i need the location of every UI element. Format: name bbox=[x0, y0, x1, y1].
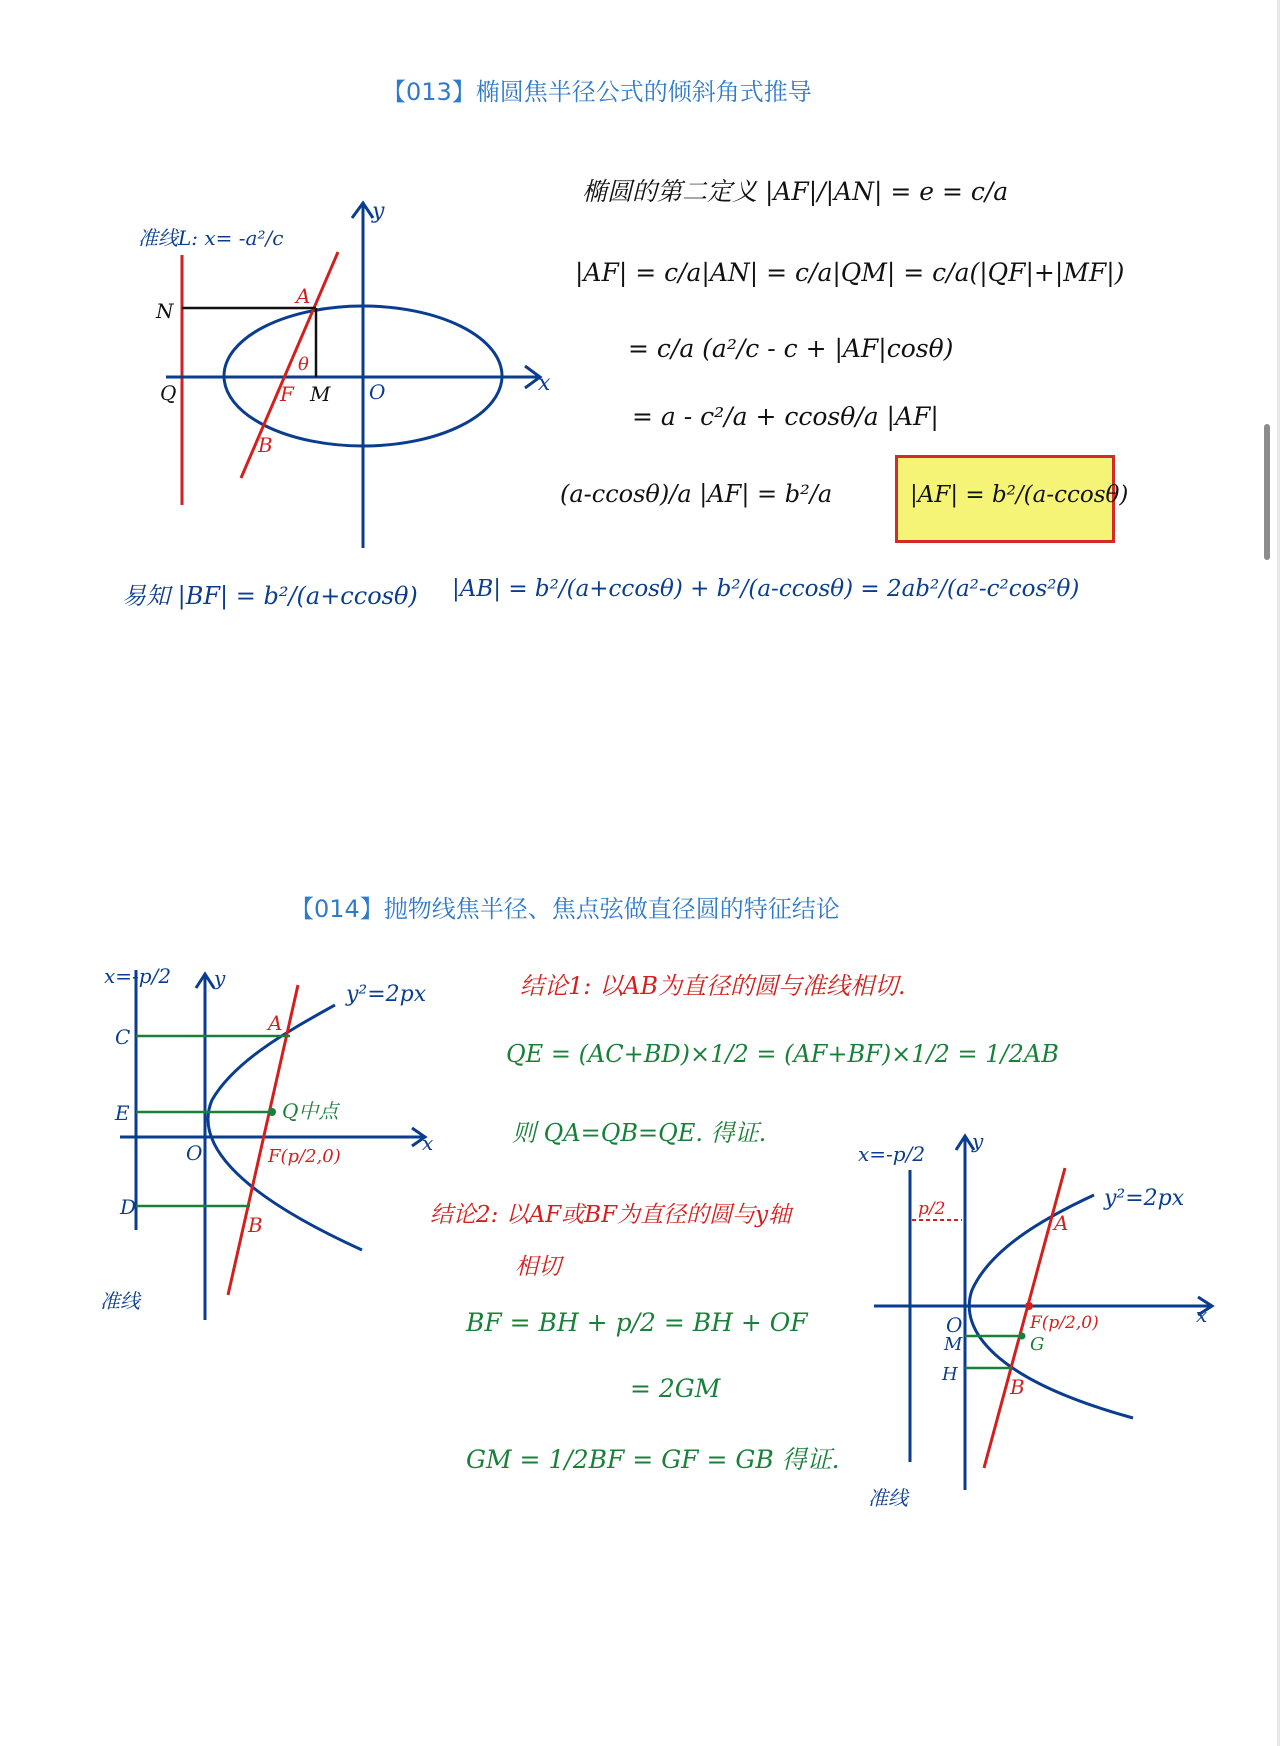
right-label-g: G bbox=[1030, 1334, 1045, 1355]
left-label-directrix-word: 准线 bbox=[100, 1289, 140, 1313]
right-label-y: y bbox=[972, 1129, 984, 1153]
section1-title: 【013】椭圆焦半径公式的倾斜角式推导 bbox=[382, 78, 812, 106]
label-f: F bbox=[280, 382, 294, 406]
left-label-y: y bbox=[214, 966, 226, 990]
conclusion-1: 结论1: 以AB为直径的圆与准线相切. bbox=[520, 972, 906, 1000]
label-y: y bbox=[372, 199, 385, 224]
section2-title: 【014】抛物线焦半径、焦点弦做直径圆的特征结论 bbox=[290, 895, 840, 923]
label-o: O bbox=[369, 380, 386, 404]
ellipse-line-5: (a-ccosθ)/a |AF| = b²/a bbox=[560, 480, 833, 508]
right-label-x: x bbox=[1196, 1303, 1208, 1327]
conclusion-1-line-2: 则 QA=QB=QE. 得证. bbox=[512, 1119, 767, 1147]
conclusion-2: 结论2: 以AF或BF为直径的圆与y轴 bbox=[430, 1202, 792, 1228]
ellipse-line-7: 易知 |BF| = b²/(a+ccosθ) bbox=[122, 582, 418, 610]
right-curve-eq: y²=2px bbox=[1104, 1186, 1185, 1211]
conclusion-2-line-3: GM = 1/2BF = GF = GB 得证. bbox=[466, 1445, 840, 1474]
left-label-b: B bbox=[248, 1213, 263, 1237]
label-x: x bbox=[538, 371, 551, 396]
label-q: Q bbox=[160, 381, 177, 405]
right-label-f: F(p/2,0) bbox=[1030, 1313, 1099, 1333]
ellipse-line-1: 椭圆的第二定义 |AF|/|AN| = e = c/a bbox=[582, 177, 1009, 206]
right-directrix-eq: x=-p/2 bbox=[858, 1142, 926, 1166]
left-label-e: E bbox=[115, 1101, 130, 1125]
right-label-half-p: p/2 bbox=[918, 1199, 946, 1219]
ellipse-line-8: |AB| = b²/(a+ccosθ) + b²/(a-ccosθ) = 2ab²/(a²-c²cos²θ) bbox=[452, 576, 1080, 602]
right-label-b: B bbox=[1010, 1375, 1025, 1399]
left-focal-chord bbox=[228, 985, 298, 1295]
right-label-a: A bbox=[1054, 1211, 1069, 1235]
parabola-diagram-right bbox=[860, 1110, 1220, 1520]
label-b: B bbox=[258, 433, 273, 457]
left-label-x: x bbox=[422, 1131, 434, 1155]
conclusion-2b: 相切 bbox=[515, 1254, 561, 1280]
right-label-o: O bbox=[946, 1313, 963, 1337]
left-label-f: F(p/2,0) bbox=[268, 1146, 341, 1167]
left-label-o: O bbox=[186, 1141, 203, 1165]
conclusion-1-line-1: QE = (AC+BD)×1/2 = (AF+BF)×1/2 = 1/2AB bbox=[506, 1040, 1059, 1068]
label-n: N bbox=[156, 299, 174, 323]
label-theta: θ bbox=[298, 354, 309, 375]
left-label-a: A bbox=[268, 1011, 283, 1035]
conclusion-2-line-2: = 2GM bbox=[630, 1374, 721, 1403]
label-m: M bbox=[310, 382, 331, 406]
left-label-q: Q中点 bbox=[282, 1099, 339, 1123]
left-label-d: D bbox=[120, 1195, 137, 1219]
right-label-directrix-word: 准线 bbox=[868, 1486, 908, 1510]
ellipse-line-3: = c/a (a²/c - c + |AF|cosθ) bbox=[628, 334, 954, 363]
point-q bbox=[268, 1108, 276, 1116]
ellipse-line-4: = a - c²/a + ccosθ/a |AF| bbox=[632, 402, 939, 431]
result-formula: |AF| = b²/(a-ccosθ) bbox=[910, 482, 1129, 508]
result-box bbox=[895, 455, 1129, 543]
point-g bbox=[1019, 1333, 1026, 1340]
left-directrix-eq: x=-p/2 bbox=[104, 964, 172, 988]
ellipse-line-2: |AF| = c/a|AN| = c/a|QM| = c/a(|QF|+|MF|) bbox=[575, 258, 1125, 287]
conclusion-2-line-1: BF = BH + p/2 = BH + OF bbox=[466, 1308, 808, 1337]
label-a: A bbox=[296, 284, 311, 308]
right-label-m: M bbox=[944, 1334, 963, 1355]
left-curve-eq: y²=2px bbox=[346, 982, 427, 1007]
directrix-label: 准线L: x= -a²/c bbox=[138, 226, 284, 250]
right-label-h: H bbox=[942, 1364, 958, 1385]
point-f bbox=[1025, 1302, 1033, 1310]
scrollbar-thumb[interactable] bbox=[1264, 424, 1270, 560]
left-label-c: C bbox=[115, 1025, 131, 1049]
